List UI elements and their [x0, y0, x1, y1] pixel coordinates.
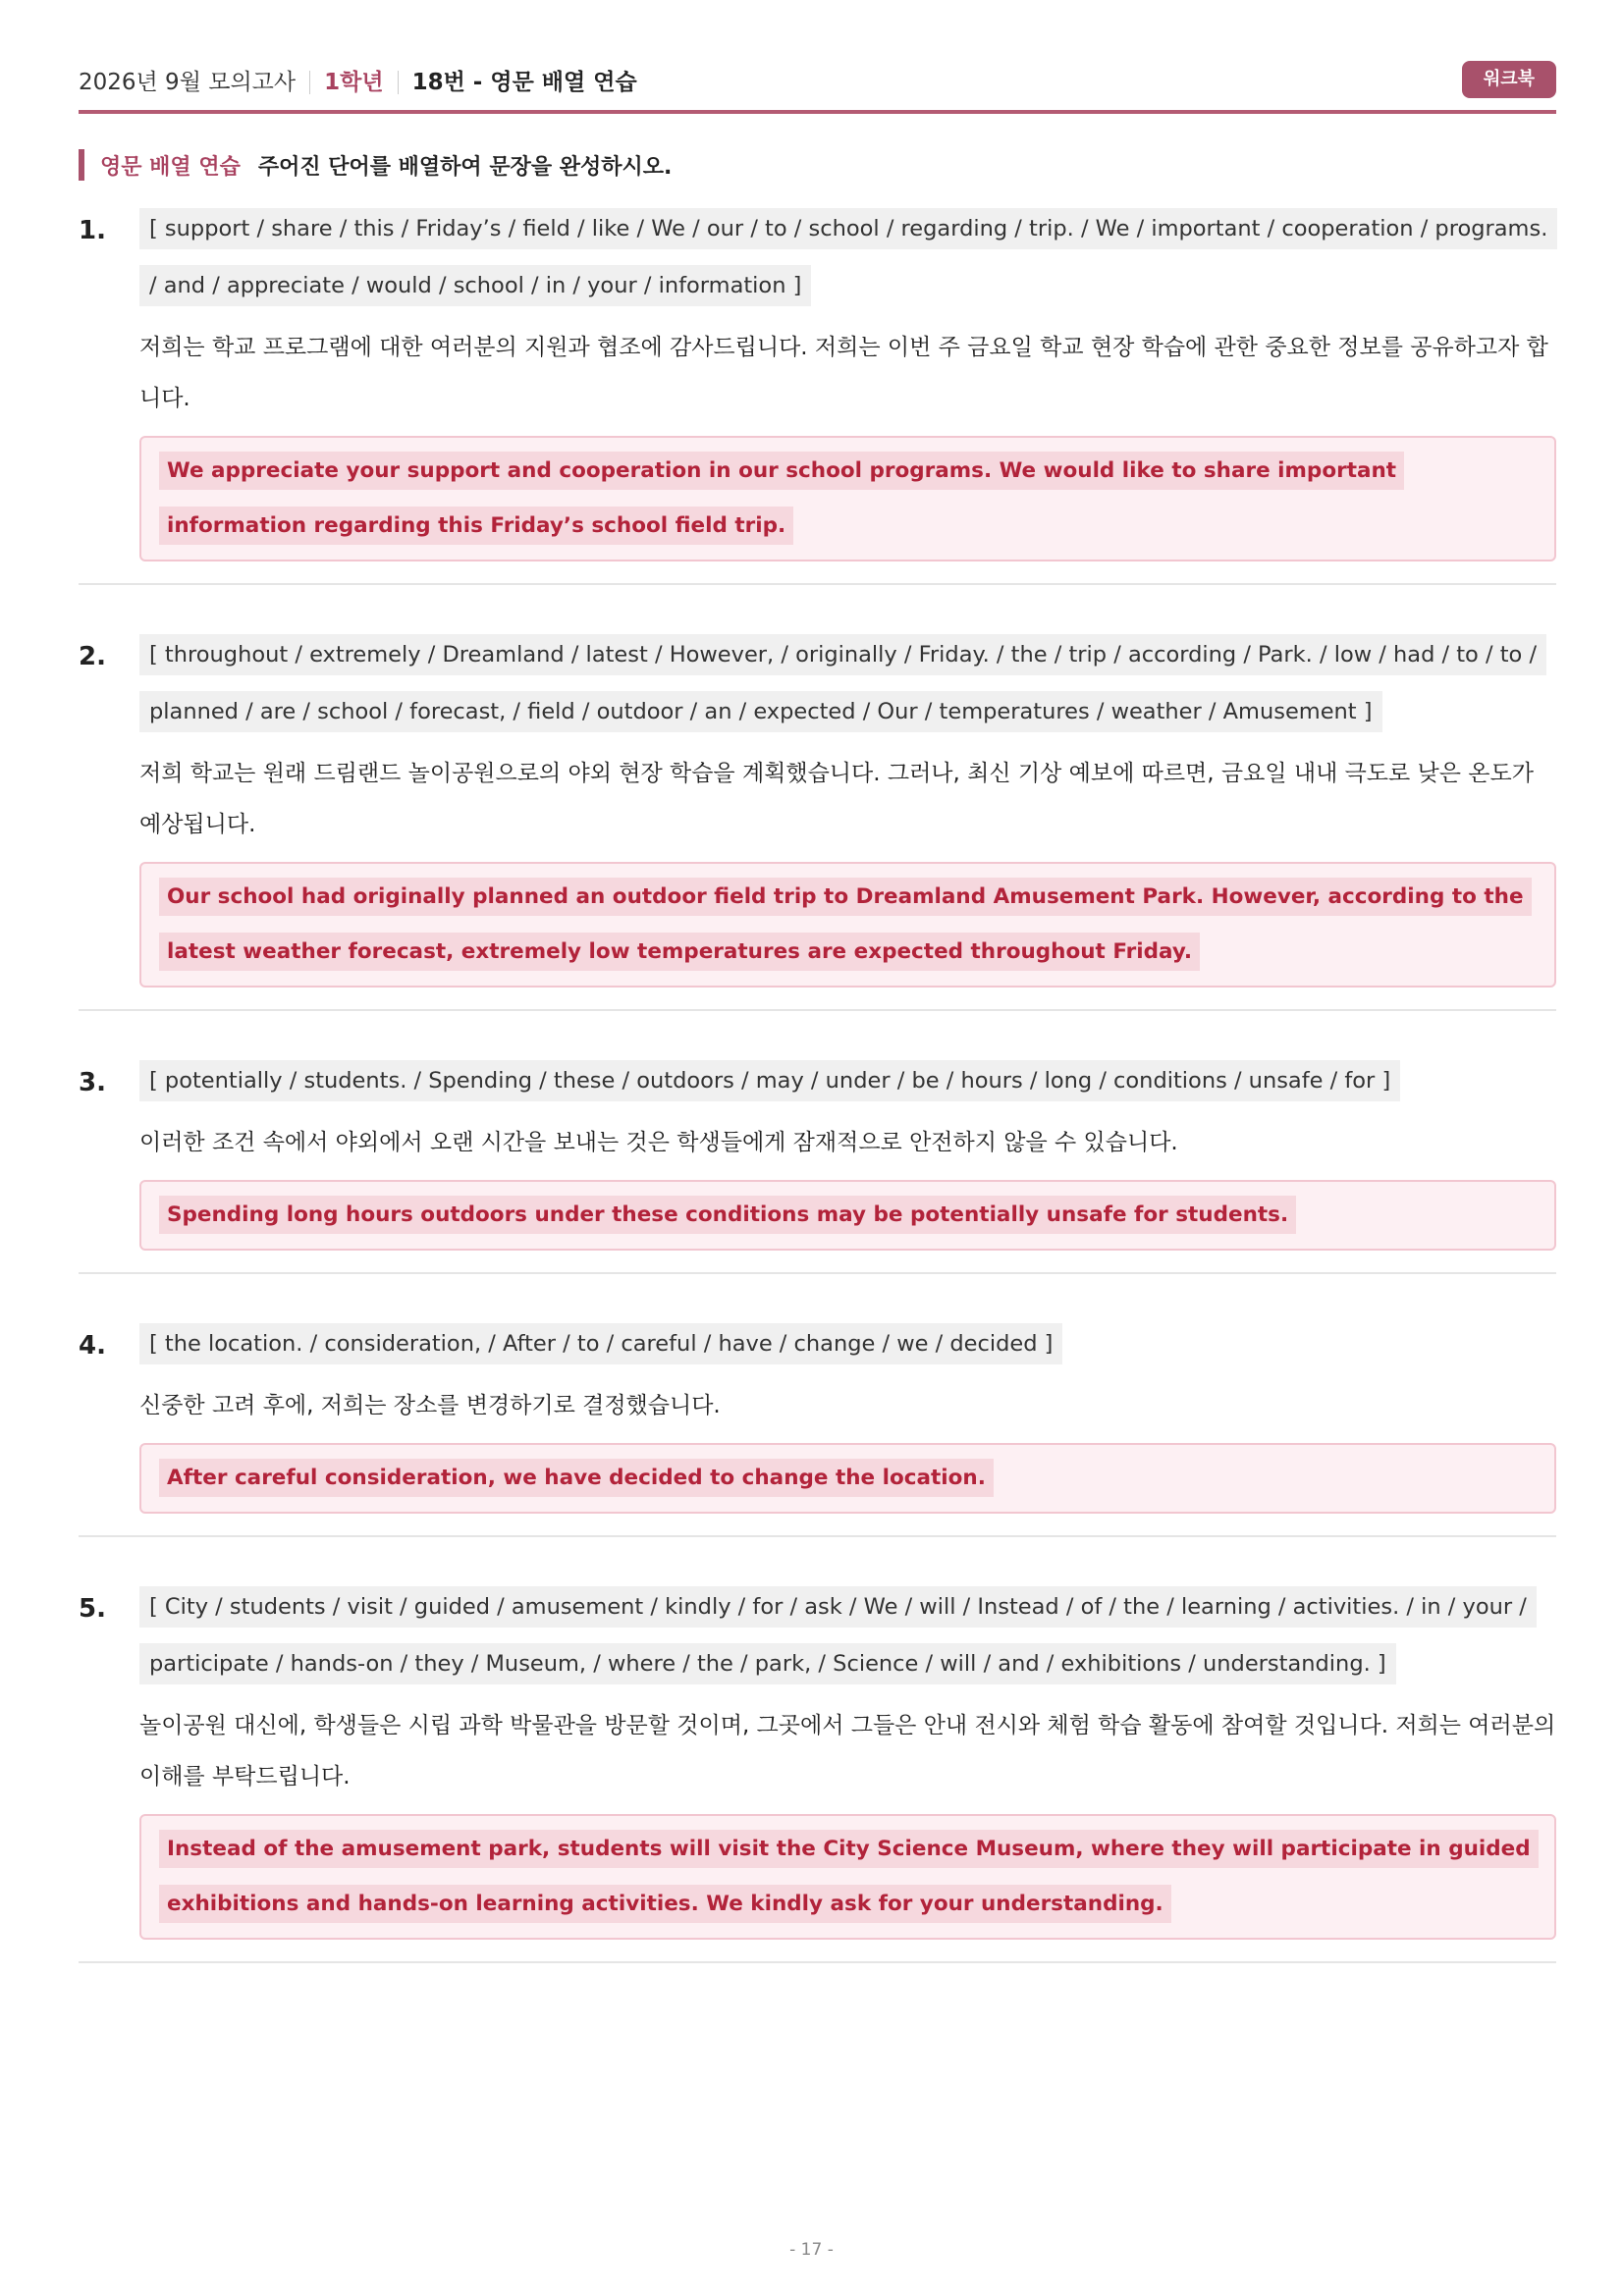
word-bank-text: [ potentially / students. / Spending / these / outdoors / may / under / be / hours / long / conditions / unsafe / for ] — [139, 1060, 1400, 1101]
korean-translation: 저희 학교는 원래 드림랜드 놀이공원으로의 야외 현장 학습을 계획했습니다. 그러나, 최신 기상 예보에 따르면, 금요일 내내 극도로 낮은 온도가 예상됩니다. — [139, 761, 1534, 837]
word-bank — [139, 1315, 1556, 1372]
section-label: 영문 배열 연습 — [100, 154, 241, 180]
problem-number: 2. — [79, 642, 106, 671]
answer-box — [139, 436, 1556, 561]
answer-box — [139, 862, 1556, 988]
answer-text: We appreciate your support and cooperation in our school programs. We would like to share important information regarding this Friday’s school field trip. — [159, 452, 1404, 545]
answer-box — [139, 1443, 1556, 1514]
word-bank — [139, 200, 1556, 314]
word-bank-text: [ support / share / this / Friday’s / field / like / We / our / to / school / regarding / trip. / We / important / cooperation / programs. / and / appreciate / would / school / in / your / information ] — [139, 208, 1557, 306]
problem-number: 3. — [79, 1068, 106, 1097]
grade-label: 1학년 — [324, 70, 384, 95]
answer-text: Our school had originally planned an outdoor field trip to Dreamland Amusement Park. However, according to the latest weather forecast, extremely low temperatures are expected throughout Friday. — [159, 878, 1532, 971]
problem-item — [79, 1578, 1556, 1963]
answer-box — [139, 1814, 1556, 1940]
exam-name: 2026년 9월 모의고사 — [79, 70, 297, 95]
problem-number: 5. — [79, 1594, 106, 1624]
korean-translation: 저희는 학교 프로그램에 대한 여러분의 지원과 협조에 감사드립니다. 저희는 이번 주 금요일 학교 현장 학습에 관한 중요한 정보를 공유하고자 합니다. — [139, 335, 1548, 411]
answer-text: Instead of the amusement park, students will visit the City Science Museum, where they will participate in guided exhibitions and hands-on learning activities. We kindly ask for your understanding. — [159, 1830, 1539, 1923]
problem-number: 1. — [79, 216, 106, 245]
word-bank-text: [ the location. / consideration, / After / to / careful / have / change / we / decided ] — [139, 1323, 1062, 1364]
answer-text: After careful consideration, we have decided to change the location. — [159, 1459, 994, 1497]
word-bank — [139, 626, 1556, 740]
word-bank-text: [ City / students / visit / guided / amusement / kindly / for / ask / We / will / Instead / of / the / learning / activities. / in / your / participate / hands-on / they / Museum, / where / the / park, / Science / will / and / exhibitions / understanding. ] — [139, 1586, 1537, 1684]
problem-item — [79, 1052, 1556, 1274]
answer-wrap — [159, 1188, 1537, 1243]
answer-wrap — [159, 444, 1537, 554]
korean-translation: 놀이공원 대신에, 학생들은 시립 과학 박물관을 방문할 것이며, 그곳에서 그들은 안내 전시와 체험 학습 활동에 참여할 것입니다. 저희는 여러분의 이해를 부탁드립니다. — [139, 1713, 1556, 1789]
page-title: 18번 - 영문 배열 연습 — [411, 70, 637, 95]
problem-number: 4. — [79, 1331, 106, 1361]
korean-translation: 신중한 고려 후에, 저희는 장소를 변경하기로 결정했습니다. — [139, 1393, 721, 1418]
answer-wrap — [159, 1822, 1537, 1932]
page-number: - 17 - — [789, 2240, 834, 2260]
word-bank — [139, 1052, 1556, 1109]
workbook-page — [79, 61, 1556, 1963]
problem-item — [79, 200, 1556, 585]
word-bank — [139, 1578, 1556, 1692]
answer-wrap — [159, 870, 1537, 980]
header-breadcrumb — [79, 67, 637, 98]
answer-box — [139, 1180, 1556, 1251]
answer-wrap — [159, 1451, 1537, 1506]
page-header — [79, 61, 1556, 114]
answer-text: Spending long hours outdoors under these conditions may be potentially unsafe for students. — [159, 1196, 1296, 1234]
workbook-badge: 워크북 — [1462, 61, 1556, 98]
word-bank-text: [ throughout / extremely / Dreamland / latest / However, / originally / Friday. / the / trip / according / Park. / low / had / to / to / planned / are / school / forecast, / field / outdoor / an / expected / Our / temperatures / weather / Amusement ] — [139, 634, 1546, 732]
section-instruction: 주어진 단어를 배열하여 문장을 완성하시오. — [257, 154, 673, 180]
section-heading — [79, 149, 1556, 181]
problem-item — [79, 626, 1556, 1011]
divider — [398, 71, 399, 94]
divider — [309, 71, 310, 94]
problem-item — [79, 1315, 1556, 1537]
korean-translation: 이러한 조건 속에서 야외에서 오랜 시간을 보내는 것은 학생들에게 잠재적으로 안전하지 않을 수 있습니다. — [139, 1130, 1178, 1155]
